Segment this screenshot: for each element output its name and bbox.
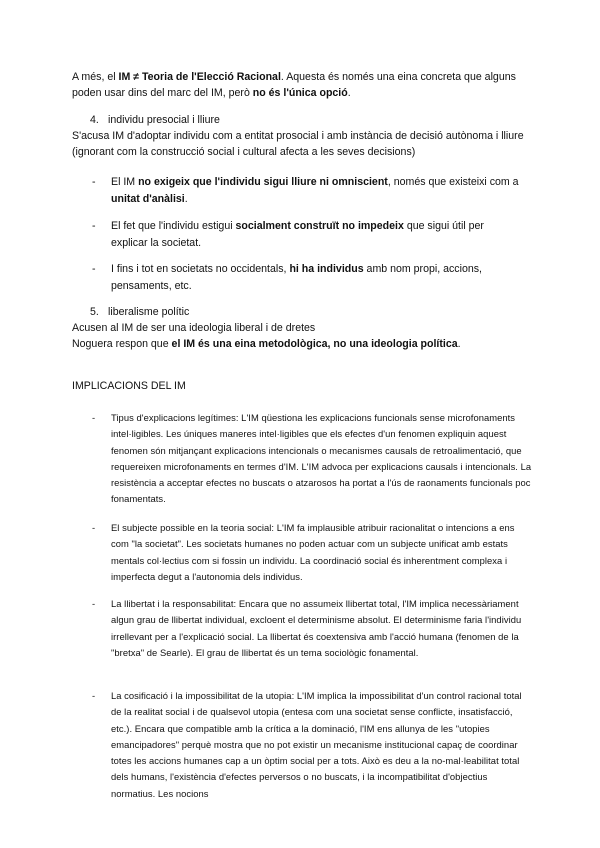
item-number: 5. [90,306,99,318]
item-title: liberalisme polític [108,306,190,318]
bullet-item: - Tipus d'explicacions legítimes: L'IM qüestiona les explicacions funcionals sense microfonaments intel·ligibles. Les úniques maneres intel·ligibles que els efectes d'un fenomen expliquin aquest fenomen són mitjançant explicacions intencionals o mecanismes causals de retroalimentació, que requereixen microfonaments en termes d'IM. L'IM advoca per explicacions causals i intencionals. La resistència a acceptar efectes no buscats o atzarosos ha portat a l'ús de raonaments funcionals poc fonamentats. [92,412,532,505]
bullet-item: - I fins i tot en societats no occidentals, hi ha individus amb nom propi, accions, pensaments, etc. [92,263,482,292]
item-title: individu presocial i lliure [108,114,220,126]
liberalism-paragraph: Acusen al IM de ser una ideologia liberal i de dretes Noguera respon que el IM és una eina metodològica, no una ideologia política. [72,321,542,352]
text-line: Acusen al IM de ser una ideologia liberal i de dretes [72,322,316,334]
bold-run: IM ≠ Teoria de l'Elecció Racional [118,71,281,83]
text-run: . Aquesta és només una eina concreta que alguns poden usar dins del marc del IM, però [72,71,516,99]
bullet-item: - El fet que l'individu estigui socialment construït no impedeix que sigui útil per explicar la societat. [92,220,484,249]
numbered-item-4 [90,113,220,129]
bullet-item: - La cosificació i la impossibilitat de la utopia: L'IM implica la impossibilitat d'un control racional total de la realitat social i de qualsevol utopia (entesa com una societat sense conflicte, insatisfacció, etc.). Encara que compatible amb la crítica a la dominació, l'IM ens allunya de les "utopies emancipadores" perquè mostra que no pot existir un mecanisme institucional capaç de coordinar totes les accions humanes cap a un òptim social per a tots. Això es deu a la no-mal·leabilitat total dels humans, l'existència d'efectes perversos o no buscats, i la incompatibilitat d'objectius normatius. Les nocions [92,690,522,799]
item-number: 4. [90,114,99,126]
text-run: A més, el [72,71,119,83]
bullet-item: - El IM no exigeix que l'individu sigui lliure ni omniscient, només que existeixi com a unitat d'anàlisi. [92,176,519,205]
section-heading: IMPLICACIONS DEL IM [72,380,186,392]
numbered-item-5 [90,305,189,321]
bold-run: no és l'única opció [252,86,348,99]
presocial-paragraph: S'acusa IM d'adoptar individu com a entitat prosocial i amb instància de decisió autònoma i lliure (ignorant com la construcció social i cultural afecta a les seves decisions) [72,130,524,158]
bullet-item: - La llibertat i la responsabilitat: Encara que no assumeix llibertat total, l'IM implica necessàriament algun grau de llibertat individual, excloent el determinisme absolut. El determinisme faria l'individu irrellevant per a l'explicació social. La llibertat és coextensiva amb l'acció humana (fenomen de la "bretxa" de Searle). El grau de llibertat és un tema sociològic fonamental. [92,598,522,658]
text-run: . [347,86,351,99]
intro-paragraph [72,70,542,101]
bullet-item: - El subjecte possible en la teoria social: L'IM fa implausible atribuir racionalitat o intencions a ens com "la societat". Les societats humanes no poden actuar com un subjecte unificat amb estats mentals col·lectius com si fossin un individu. La coordinació social és inherentment complexa i imperfecta degut a l'autonomia dels individus. [92,522,515,582]
